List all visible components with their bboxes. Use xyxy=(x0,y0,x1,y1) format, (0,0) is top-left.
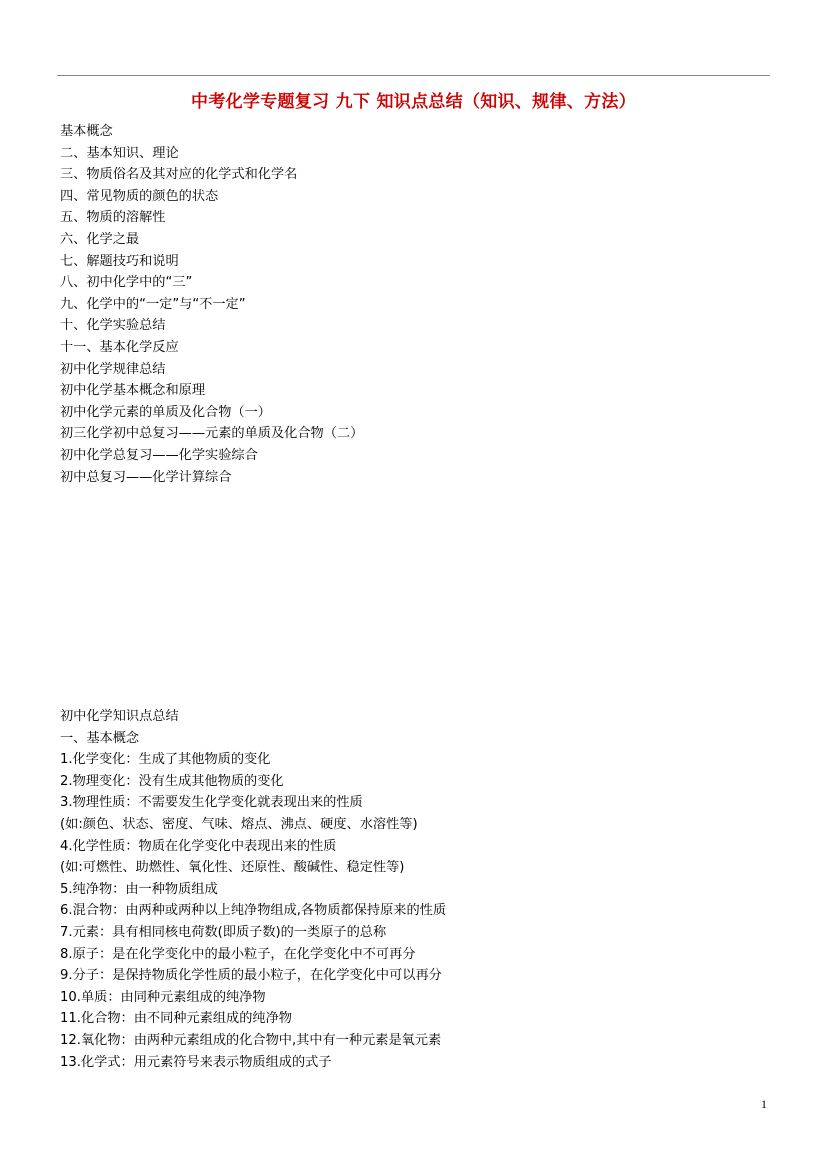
content-line: 一、基本概念 xyxy=(60,730,140,746)
content-line: 4.化学性质：物质在化学变化中表现出来的性质 xyxy=(60,838,337,854)
toc-item: 四、常见物质的颜色的状态 xyxy=(60,188,219,204)
content-line: 11.化合物：由不同种元素组成的纯净物 xyxy=(60,1011,292,1027)
toc-item: 三、物质俗名及其对应的化学式和化学名 xyxy=(60,167,298,183)
content-line: 7.元素：具有相同核电荷数(即质子数)的一类原子的总称 xyxy=(60,924,387,940)
toc-item: 初中化学总复习——化学实验综合 xyxy=(60,447,258,463)
toc-item: 初中化学规律总结 xyxy=(60,361,166,377)
toc-item: 十一、基本化学反应 xyxy=(60,339,179,355)
toc-item: 七、解题技巧和说明 xyxy=(60,253,179,269)
table-of-contents xyxy=(60,121,760,488)
toc-item: 五、物质的溶解性 xyxy=(60,210,166,226)
toc-item: 初中总复习——化学计算综合 xyxy=(60,469,232,485)
content-line: 9.分子：是保持物质化学性质的最小粒子，在化学变化中可以再分 xyxy=(60,968,442,984)
content-line: 5.纯净物：由一种物质组成 xyxy=(60,881,218,897)
content-line: 初中化学知识点总结 xyxy=(60,709,179,724)
toc-item: 初中化学元素的单质及化合物（一） xyxy=(60,404,271,420)
page-number: 1 xyxy=(761,1097,767,1111)
content-line: (如:可燃性、助燃性、氧化性、还原性、酸碱性、稳定性等) xyxy=(60,860,405,876)
document-title: 中考化学专题复习 九下 知识点总结（知识、规律、方法） xyxy=(191,92,636,112)
content-line: 6.混合物：由两种或两种以上纯净物组成,各物质都保持原来的性质 xyxy=(60,903,447,919)
toc-item: 二、基本知识、理论 xyxy=(60,145,179,161)
toc-item: 八、初中化学中的“三” xyxy=(60,275,193,291)
toc-item: 九、化学中的“一定”与“不一定” xyxy=(60,296,246,312)
toc-item: 十、化学实验总结 xyxy=(60,318,166,334)
content-line: 2.物理变化：没有生成其他物质的变化 xyxy=(60,773,284,789)
content-section xyxy=(60,706,760,1073)
toc-item: 初三化学初中总复习——元素的单质及化合物（二） xyxy=(60,426,364,442)
content-line: (如:颜色、状态、密度、气味、熔点、沸点、硬度、水溶性等) xyxy=(60,816,418,832)
content-line: 13.化学式：用元素符号来表示物质组成的式子 xyxy=(60,1054,332,1070)
toc-item: 六、化学之最 xyxy=(60,231,140,247)
content-line: 8.原子：是在化学变化中的最小粒子，在化学变化中不可再分 xyxy=(60,946,416,962)
header-rule xyxy=(57,75,770,76)
toc-item: 初中化学基本概念和原理 xyxy=(60,383,206,399)
content-line: 3.物理性质：不需要发生化学变化就表现出来的性质 xyxy=(60,795,363,811)
content-line: 1.化学变化：生成了其他物质的变化 xyxy=(60,752,271,768)
content-line: 12.氧化物：由两种元素组成的化合物中,其中有一种元素是氧元素 xyxy=(60,1032,442,1048)
content-line: 10.单质：由同种元素组成的纯净物 xyxy=(60,989,266,1005)
toc-item: 基本概念 xyxy=(60,124,113,139)
